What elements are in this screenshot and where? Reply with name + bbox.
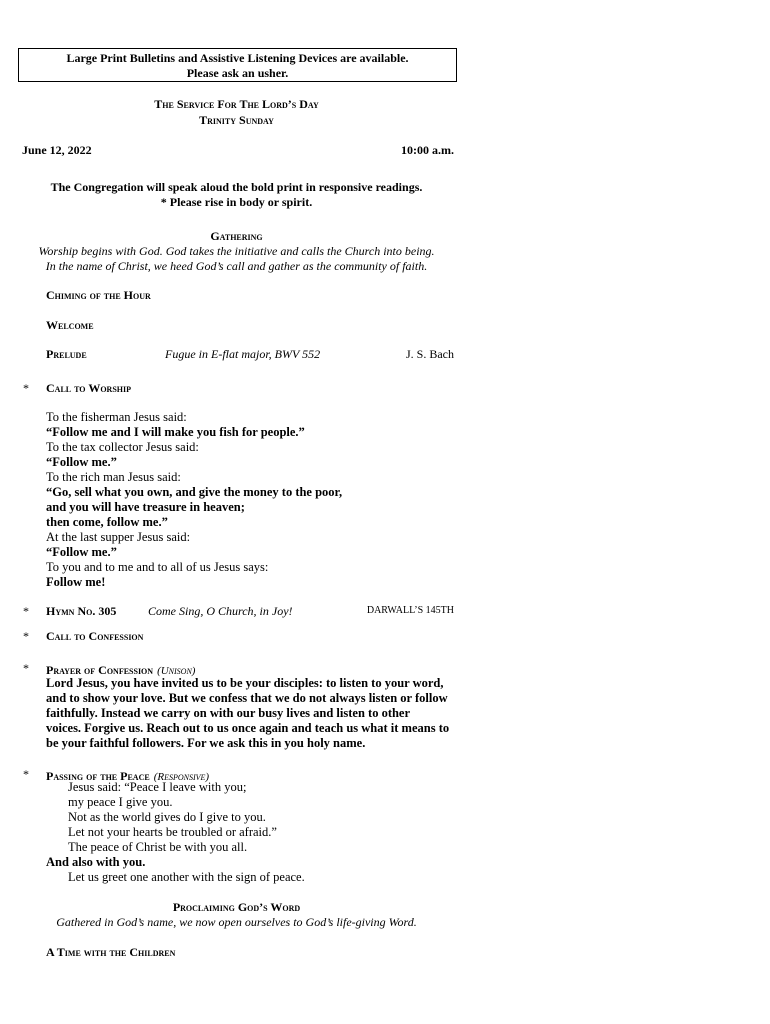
hymn-tune: DARWALL’S 145TH: [366, 605, 454, 616]
welcome-heading: Welcome: [46, 318, 94, 332]
peace-line: Jesus said: “Peace I leave with you;: [68, 780, 247, 794]
instruction-line-1: The Congregation will speak aloud the bold print in responsive readings.: [50, 180, 423, 194]
peace-line: Not as the world gives do I give to you.: [68, 810, 266, 824]
cw-line: “Follow me and I will make you fish for people.”: [46, 425, 305, 439]
prayer-heading: Prayer of Confession: [46, 663, 154, 677]
service-time: 10:00 a.m.: [401, 143, 454, 157]
gathering-intro-2: In the name of Christ, we heed God’s call and gather as the community of faith.: [45, 259, 428, 273]
cw-line: “Follow me.”: [46, 545, 117, 559]
prelude-composer: J. S. Bach: [406, 347, 454, 361]
cw-line: To you and to me and to all of us Jesus says:: [46, 560, 269, 574]
gathering-intro-1: Worship begins with God. God takes the initiative and calls the Church into being.: [38, 244, 435, 258]
prayer-line: be your faithful followers. For we ask this in you holy name.: [46, 736, 366, 750]
cw-line: and you will have treasure in heaven;: [46, 500, 245, 514]
service-title: The Service For The Lord’s Day: [154, 97, 319, 111]
proclaiming-heading: Proclaiming God’s Word: [172, 900, 301, 914]
prayer-line: Lord Jesus, you have invited us to be your disciples: to listen to your word,: [46, 676, 444, 690]
standing-marker: *: [23, 661, 29, 675]
peace-line: The peace of Christ be with you all.: [68, 840, 248, 854]
standing-marker: *: [23, 629, 29, 643]
proclaiming-intro: Gathered in God’s name, we now open ourselves to God’s life-giving Word.: [56, 915, 417, 929]
call-to-confession-heading: Call to Confession: [46, 629, 144, 643]
passing-of-peace-text: [46, 780, 305, 885]
cw-line: To the tax collector Jesus said:: [46, 440, 199, 454]
chiming-heading: Chiming of the Hour: [46, 288, 151, 302]
peace-line: Let us greet one another with the sign of peace.: [68, 870, 305, 884]
hymn-title: Come Sing, O Church, in Joy!: [148, 604, 293, 618]
prayer-line: faithfully. Instead we carry on with our busy lives and listen to other: [46, 706, 411, 720]
cw-line: To the rich man Jesus said:: [46, 470, 181, 484]
prayer-line: and to show your love. But we confess that we do not always listen or follow: [46, 691, 448, 705]
prayer-of-confession-text: [46, 676, 449, 751]
call-to-worship-heading: Call to Worship: [46, 381, 131, 395]
peace-responsive-note: (Responsive): [153, 771, 210, 783]
peace-line: Let not your hearts be troubled or afraid.”: [68, 825, 277, 839]
peace-heading: Passing of the Peace: [46, 769, 150, 783]
service-date: June 12, 2022: [22, 143, 92, 157]
cw-line: then come, follow me.”: [46, 515, 168, 529]
sunday-name: Trinity Sunday: [199, 113, 274, 127]
call-to-worship-text: [46, 410, 342, 590]
prelude-title: Fugue in E-flat major, BWV 552: [165, 347, 321, 361]
cw-line: Follow me!: [46, 575, 106, 589]
notice-line-1: Large Print Bulletins and Assistive Listening Devices are available.: [66, 51, 409, 65]
cw-line: “Go, sell what you own, and give the money to the poor,: [46, 485, 343, 499]
cw-line: “Follow me.”: [46, 455, 117, 469]
standing-marker: *: [23, 381, 29, 395]
children-time-heading: A Time with the Children: [46, 945, 176, 959]
peace-line: And also with you.: [46, 855, 146, 869]
peace-line: my peace I give you.: [68, 795, 173, 809]
prayer-unison-note: (Unison): [157, 665, 196, 677]
cw-line: At the last supper Jesus said:: [46, 530, 191, 544]
hymn-heading: Hymn No. 305: [46, 604, 117, 618]
accessibility-notice: [18, 48, 457, 82]
cw-line: To the fisherman Jesus said:: [46, 410, 187, 424]
prelude-heading: Prelude: [46, 347, 87, 361]
gathering-heading: Gathering: [210, 229, 263, 243]
prayer-line: voices. Forgive us. Reach out to us once again and teach us what it means to: [46, 721, 450, 735]
instruction-line-2: * Please rise in body or spirit.: [160, 195, 313, 209]
standing-marker: *: [23, 604, 29, 618]
standing-marker: *: [23, 767, 29, 781]
notice-line-2: Please ask an usher.: [186, 66, 289, 80]
